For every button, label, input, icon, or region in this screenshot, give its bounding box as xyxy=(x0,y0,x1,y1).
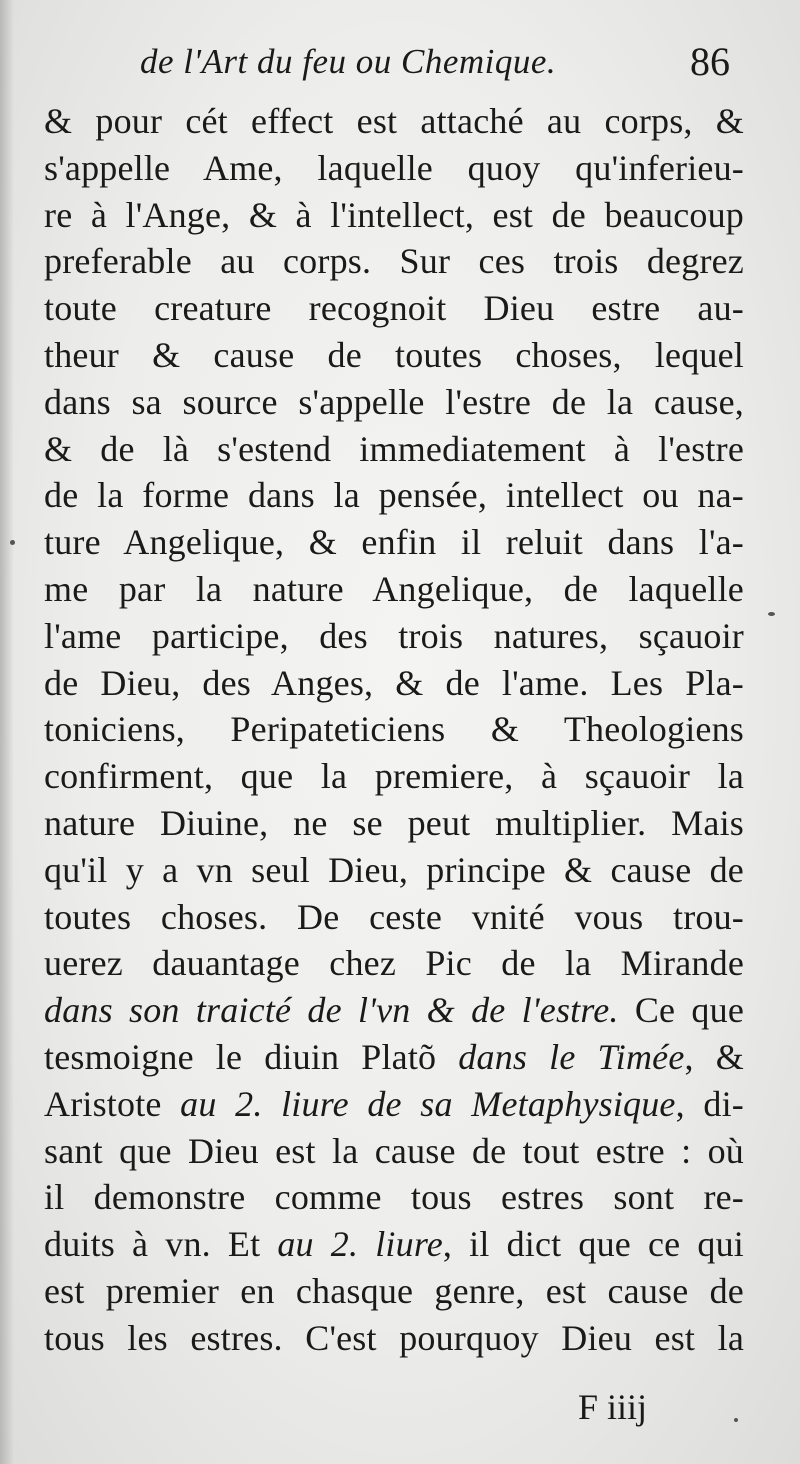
page-number: 86 xyxy=(690,39,730,84)
ink-speck xyxy=(734,1418,738,1422)
text-line xyxy=(44,753,744,800)
text-segment: confirment, que la premiere, à sçauoir la xyxy=(44,756,744,797)
text-segment: toute creature recognoit Dieu estre au- xyxy=(44,288,744,329)
text-segment: preferable au corps. Sur ces trois degrez xyxy=(44,241,744,282)
text-segment: , di- xyxy=(675,1083,744,1124)
text-line xyxy=(44,1268,744,1315)
text-line xyxy=(44,800,744,847)
text-line xyxy=(44,894,744,941)
text-segment: il demonstre comme tous estres sont re- xyxy=(44,1177,744,1218)
ink-speck xyxy=(768,612,775,616)
text-segment: me par la nature Angelique, de laquelle xyxy=(44,568,744,609)
text-line xyxy=(44,660,744,707)
text-line xyxy=(44,1081,744,1128)
text-segment: ture Angelique, & enfin il reluit dans l'a- xyxy=(44,522,744,563)
text-line xyxy=(44,238,744,285)
text-line xyxy=(44,145,744,192)
text-segment: sant que Dieu est la cause de tout estre : où xyxy=(44,1130,744,1171)
text-segment: s'appelle Ame, laquelle quoy qu'inferieu- xyxy=(44,147,744,188)
text-line xyxy=(44,940,744,987)
text-segment: duits à vn. Et xyxy=(44,1224,278,1265)
running-title: de l'Art du feu ou Chemique. xyxy=(140,42,557,81)
text-segment: & de là s'estend immediatement à l'estre xyxy=(44,428,744,469)
text-segment: est premier en chasque genre, est cause de xyxy=(44,1270,744,1311)
gutter-shadow xyxy=(0,0,14,1464)
text-segment: dans sa source s'appelle l'estre de la cause, xyxy=(44,381,744,422)
text-segment: nature Diuine, ne se peut multiplier. Mais xyxy=(44,802,744,843)
text-line xyxy=(44,1034,744,1081)
italic-segment: dans le Timée xyxy=(458,1036,685,1077)
text-segment: toniciens, Peripateticiens & Theologiens xyxy=(44,709,744,750)
italic-segment: au 2. liure de sa Metaphysique xyxy=(180,1083,676,1124)
text-segment: Ce que xyxy=(618,990,745,1031)
text-line xyxy=(44,332,744,379)
text-segment: tous les estres. C'est pourquoy Dieu est la xyxy=(44,1317,744,1358)
text-segment: de Dieu, des Anges, & de l'ame. Les Pla- xyxy=(44,662,744,703)
text-segment: uerez dauantage chez Pic de la Mirande xyxy=(44,943,744,984)
text-segment: tesmoigne le diuin Platõ xyxy=(44,1036,459,1077)
text-line xyxy=(44,285,744,332)
signature-mark: F iiij xyxy=(578,1387,648,1427)
text-segment: re à l'Ange, & à l'intellect, est de beaucoup xyxy=(44,194,744,235)
text-segment: l'ame participe, des trois natures, sçauoir xyxy=(44,615,744,656)
text-line xyxy=(44,987,744,1034)
text-line xyxy=(44,706,744,753)
text-line xyxy=(44,379,744,426)
text-segment: Aristote xyxy=(44,1083,181,1124)
text-line xyxy=(44,847,744,894)
text-segment: & pour cét effect est attaché au corps, & xyxy=(44,101,744,141)
text-line xyxy=(44,472,744,519)
body-text xyxy=(44,98,744,1362)
text-segment: , & xyxy=(684,1036,744,1077)
text-line xyxy=(44,426,744,473)
text-line xyxy=(44,1128,744,1175)
ink-speck xyxy=(10,540,15,545)
text-line xyxy=(44,566,744,613)
text-line xyxy=(44,98,744,145)
text-segment: qu'il y a vn seul Dieu, principe & cause de xyxy=(44,849,744,890)
text-line xyxy=(44,1221,744,1268)
text-line xyxy=(44,1174,744,1221)
text-line xyxy=(44,192,744,239)
italic-segment: au 2. liure xyxy=(277,1224,443,1265)
page-header xyxy=(140,38,740,98)
text-segment: toutes choses. De ceste vnité vous trou- xyxy=(44,896,744,937)
text-line xyxy=(44,613,744,660)
text-segment: , il dict que ce qui xyxy=(442,1224,745,1265)
text-segment: theur & cause de toutes choses, lequel xyxy=(44,334,744,375)
text-line xyxy=(44,1315,744,1362)
text-line xyxy=(44,519,744,566)
italic-segment: dans son traicté de l'vn & de l'estre. xyxy=(44,990,619,1031)
text-segment: de la forme dans la pensée, intellect ou na- xyxy=(44,475,744,516)
